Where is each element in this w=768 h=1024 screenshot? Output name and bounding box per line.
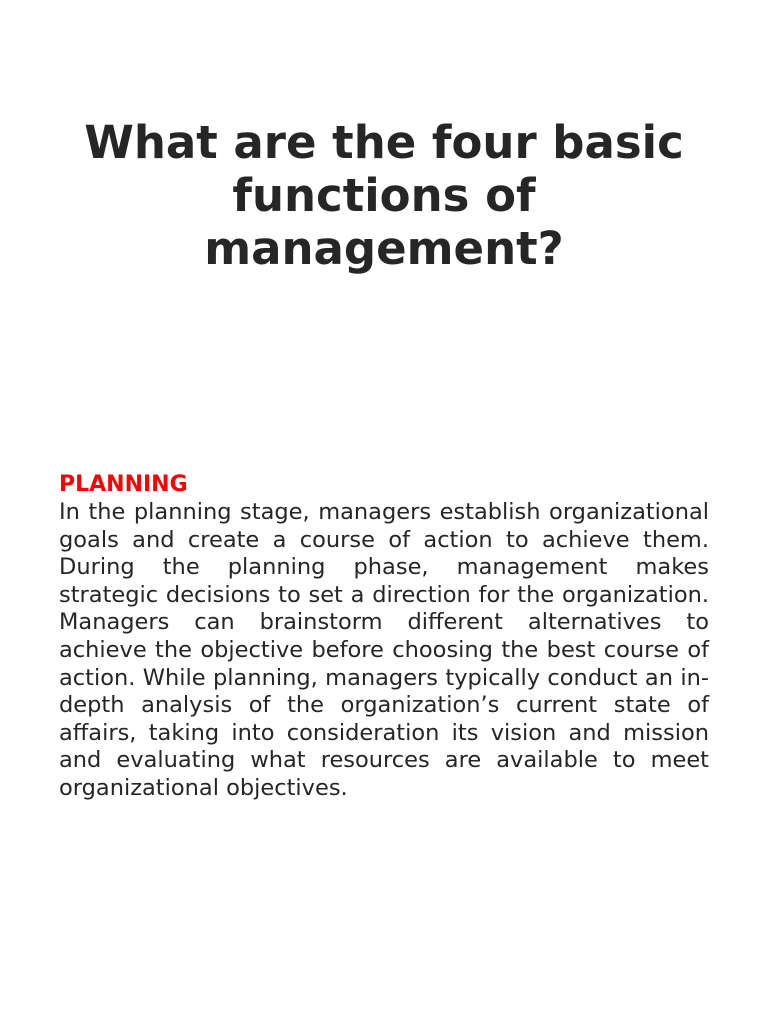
section-heading: PLANNING xyxy=(59,472,188,497)
planning-section xyxy=(59,471,709,803)
section-body-text: In the planning stage, managers establish organizational goals and create a course of action to achieve them. During the planning phase, management makes strategic decisions to set a direction for the organization. Managers can brainstorm different alternatives to achieve the objective before choosing the best course of action. While planning, managers typically conduct an in-depth analysis of the organization’s current state of affairs, taking into consideration its vision and mission and evaluating what resources are available to meet organizational objectives. xyxy=(59,499,709,801)
slide-title: What are the four basic functions of management? xyxy=(84,116,684,275)
